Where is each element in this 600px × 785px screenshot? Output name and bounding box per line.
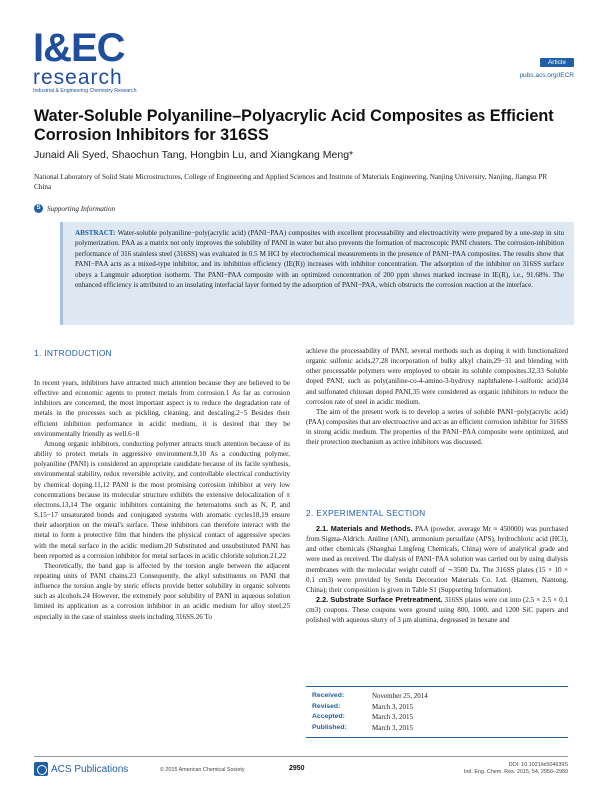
acs-hexagon-icon bbox=[34, 762, 48, 776]
logo-research: research bbox=[33, 66, 123, 89]
date-value: November 25, 2014 bbox=[372, 692, 428, 700]
affiliation: National Laboratory of Solid State Microstructures, College of Engineering and Applied Sciences and Institute of Materials Engineering, Nanjing University, Nanjing, Jiangsu PR China bbox=[34, 173, 548, 191]
doi-block bbox=[464, 762, 568, 776]
paper-title: Water-Soluble Polyaniline–Polyacrylic Acid Composites as Efficient Corrosion Inhibitors for 316SS bbox=[34, 107, 554, 144]
date-label: Received: bbox=[312, 692, 345, 699]
author-list: Junaid Ali Syed, Shaochun Tang, Hongbin Lu, and Xiangkang Meng* bbox=[34, 149, 354, 161]
date-label: Revised: bbox=[312, 702, 341, 710]
right-column bbox=[306, 346, 568, 448]
abstract-label: ABSTRACT: bbox=[75, 229, 116, 237]
supporting-info-label: Supporting Information bbox=[47, 204, 116, 213]
acs-publications-logo[interactable] bbox=[34, 762, 128, 776]
date-row bbox=[312, 712, 568, 723]
journal-url-link[interactable]: pubs.acs.org/IECR bbox=[519, 72, 574, 79]
footer-divider bbox=[34, 756, 568, 757]
intro-paragraph-1: In recent years, inhibitors have attracted much attention because they are believed to be effective and economic agents to protect metals from corrosion.1 As far as corrosion inhibitors are concerned, the most important aspect is to reduce the degradation rate of metals in the processes such as pickling, cleaning, and descaling.2−5 Besides their efficient inhibition performance in acidic medium, it is desired that they be environmentally friendly as well.6−8 bbox=[34, 379, 290, 438]
intro-paragraph-3: Theoretically, the band gap is affected by the torsion angle between the adjacent repeating units of PANI chains.23 Consequently, the alkyl substituents on PANI that influence the torsion angle by steric effects provide better solubility in organic solvents such as alcohols.24 However, the extremely poor solubility of PANI in aqueous solution limited its application as a corrosion inhibitor in an acidic medium for alloy steel,25 especially in the case of stainless steels including 316SS.26 To bbox=[34, 561, 290, 621]
intro-paragraph-5: The aim of the present work is to develop a series of soluble PANI−poly(acrylic acid) (PAA) composites that are electroactive and act as an efficient corrosion inhibitor for 316SS in strong acidic medium. The properties of the PANI−PAA composite were optimized, and their protection mechanism as active inhibitors was discussed. bbox=[306, 407, 568, 447]
publication-dates bbox=[306, 686, 568, 738]
section-heading-introduction: 1. INTRODUCTION bbox=[34, 348, 113, 358]
page-number: 2950 bbox=[289, 765, 305, 772]
citation: Ind. Eng. Chem. Res. 2015, 54, 2950−2959 bbox=[463, 769, 568, 775]
date-value: March 3, 2015 bbox=[372, 713, 414, 721]
experimental-column bbox=[306, 524, 568, 626]
subsection-pretreatment-title: 2.2. Substrate Surface Pretreatment. bbox=[316, 595, 443, 605]
article-type-badge: Article bbox=[540, 58, 574, 67]
copyright-notice: © 2015 American Chemical Society bbox=[160, 767, 245, 773]
subsection-pretreatment bbox=[306, 595, 568, 625]
left-column bbox=[34, 378, 290, 622]
date-value: March 3, 2015 bbox=[372, 723, 414, 732]
intro-paragraph-2: Among organic inhibitors, conducting polymer attracts much attention because of its ability to protect metals in aggressive environment.9,10 As a conducting polymer, polyaniline (PANI) is considered an appropriate candidate because of its facile synthesis, environmental stability, redox reversible activity, and controllable electrical conductivity by chemical doping.11,12 PANI is the most promising corrosion inhibitor at very low concentrations because its molecular structure exhibits the extensive delocalization of π electrons.13,14 The organic inhibitors containing the heteroatoms such as N, P, and S,15−17 unsaturated bonds and conjugated systems with aromatic cycles18,19 ensure their adsorption on the metal's surface. These inhibitors can therefore interact with the metal to form a protective film that hinders the physical contact of aggressive species with the metal surface in the acidic medium.20 Substituted and unsubstituted PANI has been reported as a corrosion inhibitor for metal surfaces in acidic chloride solution.21,22 bbox=[34, 439, 290, 560]
acs-publications-label: ACS Publications bbox=[51, 763, 129, 775]
subsection-pretreatment-text: 316SS plates were cut into (2.5 × 2.5 × 0.1 cm3) coupons. These coupons were ground using 800, 1000, and 1200 SiC papers and polished with aqueous slurry of 3 μm alumina, degreased in hexane and bbox=[306, 596, 569, 625]
subsection-materials bbox=[306, 524, 568, 595]
intro-paragraph-4: achieve the processability of PANI, several methods such as doping it with functionalized organic sulfonic acids,27,28 incorporation of bulky alkyl chain,29−31 and blending with other processable polymers were employed to obtain its soluble composites.32,33 Soluble doped PANI, such as poly(aniline-co-4-amino-3-hydroxy naphthalene-1-sulfonic acid)34 and sulfonated chitosan doped PANI,35 were considered as organic inhibitors to reduce the corrosion rate of steel in acidic medium. bbox=[306, 347, 568, 406]
logo-main: I&EC bbox=[33, 26, 125, 70]
date-label: Accepted: bbox=[312, 713, 345, 720]
supporting-information-link[interactable] bbox=[34, 204, 115, 213]
subsection-materials-text: PAA (powder, average Mr ≈ 450000) was purchased from Sigma-Aldrich. Aniline (ANI), ammonium persulfate (APS), hydrochloric acid (HCl), and other chemicals (Shanghai Lingfeng Chemicals, China) were of analytical grade and were used as received. The dialysis of PANI−PAA solution was carried out by using dialysis membranes with the molecular weight cutoff of ∼3500 Da. The 316SS plates (15 × 10 × 0.1 cm3) were provided by Senda Decoration Materials Co. Ltd. (Haimen, Nantong, China); their composition is given in Table S1 (Supporting Information). bbox=[306, 525, 568, 594]
date-row bbox=[312, 702, 568, 713]
section-heading-experimental: 2. EXPERIMENTAL SECTION bbox=[306, 508, 426, 518]
date-row bbox=[312, 691, 568, 702]
date-row bbox=[312, 723, 568, 734]
abstract-text: Water-soluble polyaniline−poly(acrylic acid) (PANI−PAA) composites with excellent processability and electroactivity were prepared by a one-step in situ polymerization. PAA as a matrix not only improves the solubility of PANI in water but also prevents the formation of macroscopic PANI clusters. The corrosion-inhibition performance of 316 stainless steel (316SS) was evaluated in 0.5 M HCl by electrochemical measurements in the presence of PANI−PAA composites. The results show that PANI−PAA acts as a mixed-type inhibitor, and its inhibition efficiency (IE(R)) increases with inhibitor concentration. The adsorption of the inhibitor on 316SS surface obeys a Langmuir adsorption isotherm. The PANI−PAA composite with an optimized concentration of 200 ppm shows marked increase in IE(R), i.e., 91.68%. The enhanced efficiency is attributed to an insulating interfacial layer formed by the adsorption of PANI−PAA, which obstructs the corrosion reaction at the interface. bbox=[75, 229, 564, 290]
logo-subtitle: Industrial & Engineering Chemistry Research bbox=[33, 88, 137, 94]
date-label: Published: bbox=[312, 723, 347, 731]
journal-logo bbox=[33, 26, 137, 98]
doi-link[interactable]: DOI: 10.1021/ie504639S bbox=[508, 762, 568, 768]
subsection-materials-title: 2.1. Materials and Methods. bbox=[316, 524, 413, 533]
supporting-info-icon: S bbox=[34, 204, 43, 213]
date-value: March 3, 2015 bbox=[372, 702, 414, 711]
abstract-box bbox=[60, 222, 574, 325]
